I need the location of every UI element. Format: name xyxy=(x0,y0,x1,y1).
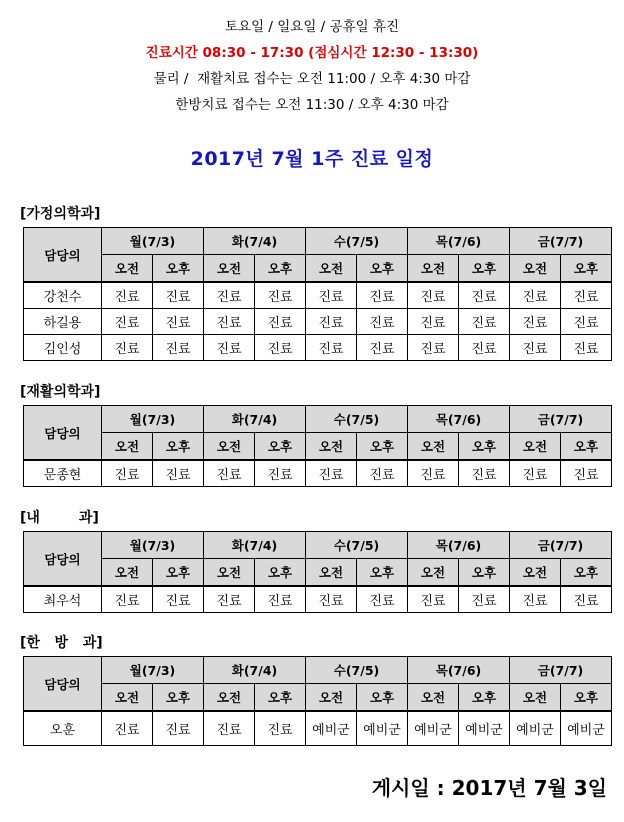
morning-header: 오전 xyxy=(510,559,561,587)
doctor-column-header: 담당의 xyxy=(24,657,102,712)
schedule-cell: 진료 xyxy=(357,586,408,613)
schedule-cell: 진료 xyxy=(204,309,255,335)
afternoon-header: 오후 xyxy=(255,255,306,283)
day-header: 수(7/5) xyxy=(306,406,408,433)
doctor-column-header: 담당의 xyxy=(24,532,102,587)
afternoon-header: 오후 xyxy=(255,433,306,461)
schedule-cell: 진료 xyxy=(153,309,204,335)
schedule-cell: 진료 xyxy=(459,335,510,361)
day-header: 목(7/6) xyxy=(408,228,510,255)
table-row xyxy=(24,282,612,309)
morning-header: 오전 xyxy=(306,559,357,587)
schedule-cell: 진료 xyxy=(255,282,306,309)
afternoon-header: 오후 xyxy=(459,559,510,587)
day-header: 화(7/4) xyxy=(204,657,306,684)
afternoon-header: 오후 xyxy=(561,559,612,587)
schedule-cell: 진료 xyxy=(255,711,306,746)
schedule-cell: 예비군 xyxy=(561,711,612,746)
day-header: 화(7/4) xyxy=(204,532,306,559)
schedule-cell: 예비군 xyxy=(510,711,561,746)
afternoon-header: 오후 xyxy=(153,559,204,587)
afternoon-header: 오후 xyxy=(459,255,510,283)
day-header: 목(7/6) xyxy=(408,532,510,559)
office-hours-notice: 진료시간 08:30 - 17:30 (점심시간 12:30 - 13:30) xyxy=(145,45,479,61)
doctor-name: 김인성 xyxy=(24,335,102,361)
department-label: [내 과] xyxy=(20,510,99,526)
morning-header: 오전 xyxy=(102,255,153,283)
morning-header: 오전 xyxy=(102,684,153,712)
day-header: 월(7/3) xyxy=(102,406,204,433)
schedule-cell: 진료 xyxy=(204,460,255,487)
schedule-cell: 예비군 xyxy=(459,711,510,746)
afternoon-header: 오후 xyxy=(357,255,408,283)
table-row xyxy=(24,586,612,613)
doctor-name: 최우석 xyxy=(24,586,102,613)
day-header: 금(7/7) xyxy=(510,532,612,559)
schedule-cell: 진료 xyxy=(561,282,612,309)
afternoon-header: 오후 xyxy=(153,255,204,283)
day-header: 수(7/5) xyxy=(306,228,408,255)
schedule-cell: 진료 xyxy=(204,282,255,309)
schedule-cell: 진료 xyxy=(102,309,153,335)
department-label: [재활의학과] xyxy=(20,384,101,400)
schedule-cell: 진료 xyxy=(306,282,357,309)
schedule-cell: 진료 xyxy=(255,309,306,335)
morning-header: 오전 xyxy=(102,433,153,461)
schedule-cell: 진료 xyxy=(306,460,357,487)
schedule-cell: 진료 xyxy=(102,586,153,613)
schedule-cell: 진료 xyxy=(408,335,459,361)
schedule-cell: 진료 xyxy=(510,460,561,487)
morning-header: 오전 xyxy=(306,684,357,712)
day-header: 화(7/4) xyxy=(204,228,306,255)
schedule-cell: 진료 xyxy=(459,309,510,335)
notice-block xyxy=(0,14,624,118)
afternoon-header: 오후 xyxy=(561,433,612,461)
schedule-cell: 진료 xyxy=(561,335,612,361)
rehab-cutoff-notice: 물리 / 재활치료 접수는 오전 11:00 / 오후 4:30 마감 xyxy=(153,71,471,87)
schedule-cell: 진료 xyxy=(204,711,255,746)
doctor-column-header: 담당의 xyxy=(24,406,102,461)
morning-header: 오전 xyxy=(408,559,459,587)
schedule-cell: 진료 xyxy=(561,309,612,335)
schedule-cell: 진료 xyxy=(357,335,408,361)
schedule-cell: 진료 xyxy=(510,335,561,361)
schedule-cell: 진료 xyxy=(102,335,153,361)
oriental-cutoff-notice: 한방치료 접수는 오전 11:30 / 오후 4:30 마감 xyxy=(175,97,449,113)
schedule-cell: 진료 xyxy=(357,282,408,309)
schedule-cell: 진료 xyxy=(408,309,459,335)
afternoon-header: 오후 xyxy=(357,684,408,712)
afternoon-header: 오후 xyxy=(357,559,408,587)
schedule-cell: 진료 xyxy=(510,586,561,613)
morning-header: 오전 xyxy=(510,255,561,283)
morning-header: 오전 xyxy=(204,559,255,587)
schedule-cell: 진료 xyxy=(459,586,510,613)
day-header: 월(7/3) xyxy=(102,228,204,255)
morning-header: 오전 xyxy=(510,433,561,461)
schedule-cell: 진료 xyxy=(204,335,255,361)
doctor-column-header: 담당의 xyxy=(24,228,102,283)
schedule-table xyxy=(23,531,612,613)
day-header: 금(7/7) xyxy=(510,406,612,433)
schedule-cell: 진료 xyxy=(102,460,153,487)
schedule-cell: 진료 xyxy=(153,711,204,746)
morning-header: 오전 xyxy=(306,255,357,283)
table-row xyxy=(24,335,612,361)
schedule-cell: 진료 xyxy=(153,335,204,361)
morning-header: 오전 xyxy=(306,433,357,461)
department-label: [가정의학과] xyxy=(20,206,101,222)
closed-days-notice: 토요일 / 일요일 / 공휴일 휴진 xyxy=(224,19,399,35)
schedule-cell: 진료 xyxy=(102,282,153,309)
afternoon-header: 오후 xyxy=(153,433,204,461)
schedule-cell: 진료 xyxy=(459,460,510,487)
morning-header: 오전 xyxy=(204,684,255,712)
day-header: 목(7/6) xyxy=(408,406,510,433)
schedule-cell: 진료 xyxy=(306,335,357,361)
doctor-name: 하길용 xyxy=(24,309,102,335)
day-header: 수(7/5) xyxy=(306,657,408,684)
table-row xyxy=(24,460,612,487)
doctor-name: 문종현 xyxy=(24,460,102,487)
morning-header: 오전 xyxy=(204,255,255,283)
schedule-cell: 진료 xyxy=(153,282,204,309)
schedule-cell: 예비군 xyxy=(306,711,357,746)
schedule-cell: 진료 xyxy=(153,586,204,613)
afternoon-header: 오후 xyxy=(459,433,510,461)
afternoon-header: 오후 xyxy=(255,559,306,587)
page-title: 2017년 7월 1주 진료 일정 xyxy=(190,148,434,170)
afternoon-header: 오후 xyxy=(561,684,612,712)
schedule-cell: 진료 xyxy=(561,460,612,487)
afternoon-header: 오후 xyxy=(357,433,408,461)
day-header: 수(7/5) xyxy=(306,532,408,559)
schedule-cell: 진료 xyxy=(255,586,306,613)
schedule-cell: 진료 xyxy=(255,460,306,487)
schedule-table xyxy=(23,405,612,487)
schedule-cell: 진료 xyxy=(306,586,357,613)
schedule-cell: 예비군 xyxy=(408,711,459,746)
schedule-cell: 진료 xyxy=(255,335,306,361)
schedule-cell: 진료 xyxy=(357,460,408,487)
schedule-table xyxy=(23,227,612,361)
schedule-cell: 진료 xyxy=(561,586,612,613)
day-header: 월(7/3) xyxy=(102,532,204,559)
day-header: 목(7/6) xyxy=(408,657,510,684)
schedule-cell: 진료 xyxy=(153,460,204,487)
afternoon-header: 오후 xyxy=(153,684,204,712)
schedule-cell: 진료 xyxy=(102,711,153,746)
schedule-cell: 진료 xyxy=(408,460,459,487)
afternoon-header: 오후 xyxy=(459,684,510,712)
morning-header: 오전 xyxy=(408,684,459,712)
afternoon-header: 오후 xyxy=(561,255,612,283)
morning-header: 오전 xyxy=(408,255,459,283)
morning-header: 오전 xyxy=(510,684,561,712)
doctor-name: 오훈 xyxy=(24,711,102,746)
schedule-cell: 진료 xyxy=(408,586,459,613)
day-header: 화(7/4) xyxy=(204,406,306,433)
schedule-cell: 예비군 xyxy=(357,711,408,746)
afternoon-header: 오후 xyxy=(255,684,306,712)
schedule-cell: 진료 xyxy=(510,309,561,335)
schedule-cell: 진료 xyxy=(306,309,357,335)
posted-date: 게시일 : 2017년 7월 3일 xyxy=(371,776,607,800)
day-header: 금(7/7) xyxy=(510,228,612,255)
schedule-cell: 진료 xyxy=(459,282,510,309)
doctor-name: 강천수 xyxy=(24,282,102,309)
table-row xyxy=(24,711,612,746)
day-header: 금(7/7) xyxy=(510,657,612,684)
morning-header: 오전 xyxy=(102,559,153,587)
schedule-cell: 진료 xyxy=(510,282,561,309)
schedule-cell: 진료 xyxy=(408,282,459,309)
department-label: [한 방 과] xyxy=(20,635,103,651)
schedule-cell: 진료 xyxy=(204,586,255,613)
table-row xyxy=(24,309,612,335)
schedule-cell: 진료 xyxy=(357,309,408,335)
morning-header: 오전 xyxy=(408,433,459,461)
schedule-table xyxy=(23,656,612,746)
morning-header: 오전 xyxy=(204,433,255,461)
day-header: 월(7/3) xyxy=(102,657,204,684)
